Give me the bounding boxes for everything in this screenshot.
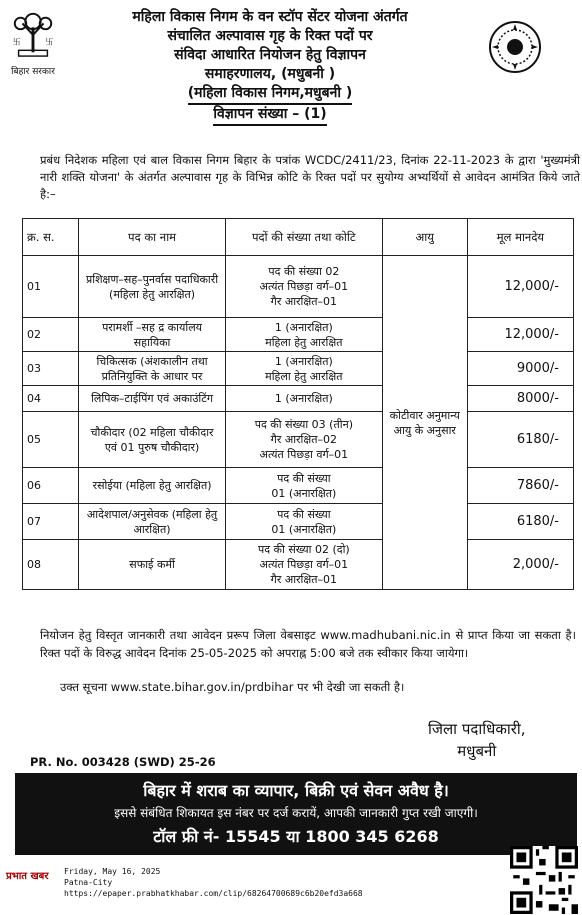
header-line-5: (महिला विकास निगम,मधुबनी ) bbox=[188, 84, 353, 105]
banner-line-2: इससे संबंधित शिकायत इस नंबर पर दर्ज करायें, आपकी जानकारी गुप्त रखी जाएगी। bbox=[114, 806, 478, 820]
qr-code-icon[interactable] bbox=[510, 846, 578, 914]
col-header-sn: क्र. स. bbox=[23, 219, 79, 256]
count-line: 1 (अनारक्षित) bbox=[274, 320, 333, 334]
table-row bbox=[23, 256, 574, 318]
state-website-note: उक्त सूचना www.state.bihar.gov.in/prdbihar पर भी देखी जा सकती है। bbox=[60, 680, 405, 694]
col-header-name: पद का नाम bbox=[79, 219, 226, 256]
cell-post-count bbox=[226, 352, 383, 386]
count-line: पद की संख्या 03 (तीन) bbox=[254, 418, 353, 431]
cell-honorarium: 12,000/- bbox=[467, 256, 573, 318]
application-info: नियोजन हेतु विस्तृत जानकारी तथा आवेदन प्ररूप जिला वेबसाइट www.madhubani.nic.in से प्राप्त किया जा सकता है। रिक्त पदों के विरुद्ध आवेदन दिनांक 25-05-2025 को अपराह्न 5:00 बजे तक स्वीकार किया जायेगा। bbox=[40, 628, 576, 660]
svg-text:卐: 卐 bbox=[12, 37, 21, 47]
cell-post-count bbox=[226, 540, 383, 590]
count-line: महिला हेतु आरक्षित bbox=[265, 335, 343, 349]
cell-post-name: चौकीदार (02 महिला चौकीदार एवं 01 पुरुष चौकीदार) bbox=[79, 412, 226, 468]
count-line: 01 (अनारक्षित) bbox=[271, 486, 337, 500]
cell-honorarium: 7860/- bbox=[467, 468, 573, 504]
count-line: अत्यंत पिछड़ा वर्ग–01 bbox=[259, 448, 349, 461]
vacancy-table bbox=[22, 218, 574, 590]
cell-post-name: लिपिक–टाईपिंग एवं अकाउंटिंग bbox=[79, 386, 226, 412]
cell-sn: 05 bbox=[23, 412, 79, 468]
table-row bbox=[23, 540, 574, 590]
edition-meta bbox=[64, 866, 363, 899]
intro-paragraph: प्रबंध निदेशक महिला एवं बाल विकास निगम बिहार के पत्रांक WCDC/2411/23, दिनांक 22-11-2023 के द्वारा 'मुख्यमंत्री नारी शक्ति योजना' के अंतर्गत अल्पावास गृह के विभिन्न कोटि के रिक्त पदों पर सुयोग्य अभ्यर्थियों से आवेदन आमंत्रित किये जाते है:– bbox=[40, 153, 580, 201]
header-line-1: महिला विकास निगम के वन स्टॉप सेंटर योजना अंतर्गत bbox=[132, 9, 408, 25]
header-line-3: संविदा आधारित नियोजन हेतु विज्ञापन bbox=[174, 47, 366, 63]
cell-post-count bbox=[226, 318, 383, 352]
count-line: 1 (अनारक्षित) bbox=[274, 354, 333, 368]
banner-line-1: बिहार में शराब का व्यापार, बिक्री एवं सेवन अवैध है। bbox=[143, 781, 449, 800]
col-header-count: पदों की संख्या तथा कोटि bbox=[226, 219, 383, 256]
cell-post-name: प्रशिक्षण–सह–पुनर्वास पदाधिकारी (महिला हेतु आरक्षित) bbox=[79, 256, 226, 318]
cell-honorarium: 9000/- bbox=[467, 352, 573, 386]
table-row bbox=[23, 352, 574, 386]
count-line: पद की संख्या 02 bbox=[268, 265, 340, 278]
mahila-vikas-nigam-seal-icon bbox=[488, 20, 542, 74]
signature-block bbox=[428, 718, 526, 762]
cell-sn: 01 bbox=[23, 256, 79, 318]
logo-left bbox=[8, 10, 58, 77]
cell-post-name: आदेशपाल/अनुसेवक (महिला हेतु आरक्षित) bbox=[79, 504, 226, 540]
notice-header bbox=[60, 8, 480, 126]
count-line: महिला हेतु आरक्षित bbox=[265, 369, 343, 383]
edition-url[interactable]: https://epaper.prabhatkhabar.com/clip/68264700689c6b20efd3a668 bbox=[64, 889, 363, 898]
col-header-pay: मूल मानदेय bbox=[467, 219, 573, 256]
bodhi-tree-emblem-icon bbox=[9, 10, 57, 58]
pr-number: PR. No. 003428 (SWD) 25-26 bbox=[30, 755, 216, 769]
cell-sn: 06 bbox=[23, 468, 79, 504]
epaper-footer bbox=[0, 858, 582, 915]
prabhat-khabar-logo: प्रभात खबर bbox=[6, 871, 49, 882]
cell-honorarium: 8000/- bbox=[467, 386, 573, 412]
signature-designation: जिला पदाधिकारी, bbox=[428, 720, 526, 738]
cell-honorarium: 6180/- bbox=[467, 504, 573, 540]
cell-sn: 04 bbox=[23, 386, 79, 412]
count-line: अत्यंत पिछड़ा वर्ग–01 bbox=[259, 558, 349, 571]
cell-honorarium: 12,000/- bbox=[467, 318, 573, 352]
table-row bbox=[23, 386, 574, 412]
table-row bbox=[23, 468, 574, 504]
count-line: पद की संख्या bbox=[277, 471, 331, 485]
svg-text:卐: 卐 bbox=[45, 37, 54, 47]
advertisement-number: विज्ञापन संख्या – (1) bbox=[213, 105, 326, 126]
count-line: अत्यंत पिछड़ा वर्ग–01 bbox=[259, 280, 349, 293]
cell-post-count bbox=[226, 412, 383, 468]
count-line: गैर आरक्षित–01 bbox=[270, 573, 338, 586]
cell-sn: 02 bbox=[23, 318, 79, 352]
cell-post-name: सफाई कर्मी bbox=[79, 540, 226, 590]
logo-caption: बिहार सरकार bbox=[11, 67, 55, 77]
cell-post-count bbox=[226, 468, 383, 504]
banner-tollfree: टॉल फ्री नं- 15545 या 1800 345 6268 bbox=[153, 827, 439, 846]
edition-date: Friday, May 16, 2025 bbox=[64, 867, 161, 876]
cell-post-count bbox=[226, 504, 383, 540]
cell-honorarium: 6180/- bbox=[467, 412, 573, 468]
header-line-4: समाहरणालय, (मधुबनी ) bbox=[204, 66, 336, 82]
col-header-age: आयु bbox=[382, 219, 467, 256]
edition-city: Patna-City bbox=[64, 878, 113, 887]
cell-age-criteria: कोटीवार अनुमान्य आयु के अनुसार bbox=[382, 256, 467, 590]
count-line: गैर आरक्षित–02 bbox=[270, 433, 338, 446]
count-line: गैर आरक्षित–01 bbox=[270, 295, 338, 308]
cell-sn: 03 bbox=[23, 352, 79, 386]
table-body bbox=[23, 256, 574, 590]
header-line-2: संचालित अल्पावास गृह के रिक्त पदों पर bbox=[167, 28, 373, 44]
table-row bbox=[23, 504, 574, 540]
table-header-row bbox=[23, 219, 574, 256]
cell-sn: 07 bbox=[23, 504, 79, 540]
count-line: पद की संख्या bbox=[277, 507, 331, 521]
cell-post-count bbox=[226, 256, 383, 318]
cell-post-name: रसोईया (महिला हेतु आरक्षित) bbox=[79, 468, 226, 504]
cell-sn: 08 bbox=[23, 540, 79, 590]
count-line: पद की संख्या 02 (दो) bbox=[257, 543, 350, 556]
cell-honorarium: 2,000/- bbox=[467, 540, 573, 590]
signature-district: मधुबनी bbox=[457, 742, 497, 760]
table-row bbox=[23, 412, 574, 468]
cell-post-count bbox=[226, 386, 383, 412]
table-row bbox=[23, 318, 574, 352]
cell-post-name: परामर्शी –सह द्र कार्यालय सहायिका bbox=[79, 318, 226, 352]
count-line: 1 (अनारक्षित) bbox=[274, 392, 333, 405]
prohibition-banner bbox=[15, 773, 577, 855]
cell-post-name: चिकित्सक (अंशकालीन तथा प्रतिनियुक्ति के आधार पर bbox=[79, 352, 226, 386]
count-line: 01 (अनारक्षित) bbox=[271, 522, 337, 536]
